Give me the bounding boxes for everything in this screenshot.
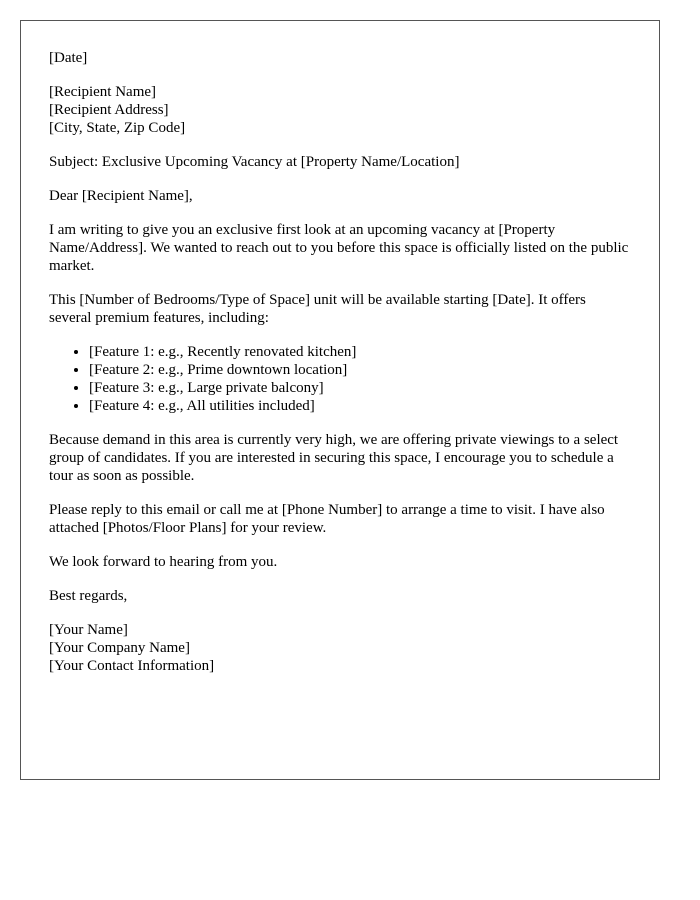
feature-list bbox=[49, 343, 631, 415]
signature-name: [Your Name] bbox=[49, 622, 128, 638]
letter-paragraph-closing-line: We look forward to hearing from you. bbox=[49, 554, 278, 570]
feature-item: • [Feature 1: e.g., Recently renovated kitchen] bbox=[89, 343, 631, 361]
recipient-city-state-zip: [City, State, Zip Code] bbox=[49, 120, 186, 136]
letter-paragraph-contact: Please reply to this email or call me at [Phone Number] to arrange a time to visit. I have also attached [Photos/Floor Plans] for your review. bbox=[49, 502, 605, 536]
recipient-name: [Recipient Name] bbox=[49, 84, 157, 100]
letter-subject: Subject: Exclusive Upcoming Vacancy at [Property Name/Location] bbox=[49, 154, 460, 170]
signature-contact: [Your Contact Information] bbox=[49, 658, 215, 674]
signature-company: [Your Company Name] bbox=[49, 640, 190, 656]
recipient-block bbox=[49, 83, 631, 137]
letter-closing: Best regards, bbox=[49, 588, 128, 604]
letter-salutation: Dear [Recipient Name], bbox=[49, 188, 193, 204]
letter-paragraph-unit: This [Number of Bedrooms/Type of Space] unit will be available starting [Date]. It offers several premium features, including: bbox=[49, 292, 586, 326]
recipient-address: [Recipient Address] bbox=[49, 102, 169, 118]
feature-item: • [Feature 4: e.g., All utilities included] bbox=[89, 397, 631, 415]
letter-page bbox=[20, 20, 660, 780]
feature-item: • [Feature 3: e.g., Large private balcony] bbox=[89, 379, 631, 397]
feature-item: • [Feature 2: e.g., Prime downtown location] bbox=[89, 361, 631, 379]
letter-paragraph-demand: Because demand in this area is currently very high, we are offering private viewings to a select group of candidates. If you are interested in securing this space, I encourage you to schedule a tour as soon as possible. bbox=[49, 432, 619, 484]
letter-paragraph-intro: I am writing to give you an exclusive first look at an upcoming vacancy at [Property Name/Address]. We wanted to reach out to you before this space is officially listed on the public market. bbox=[49, 222, 629, 274]
signature-block bbox=[49, 621, 631, 675]
letter-date: [Date] bbox=[49, 50, 88, 66]
